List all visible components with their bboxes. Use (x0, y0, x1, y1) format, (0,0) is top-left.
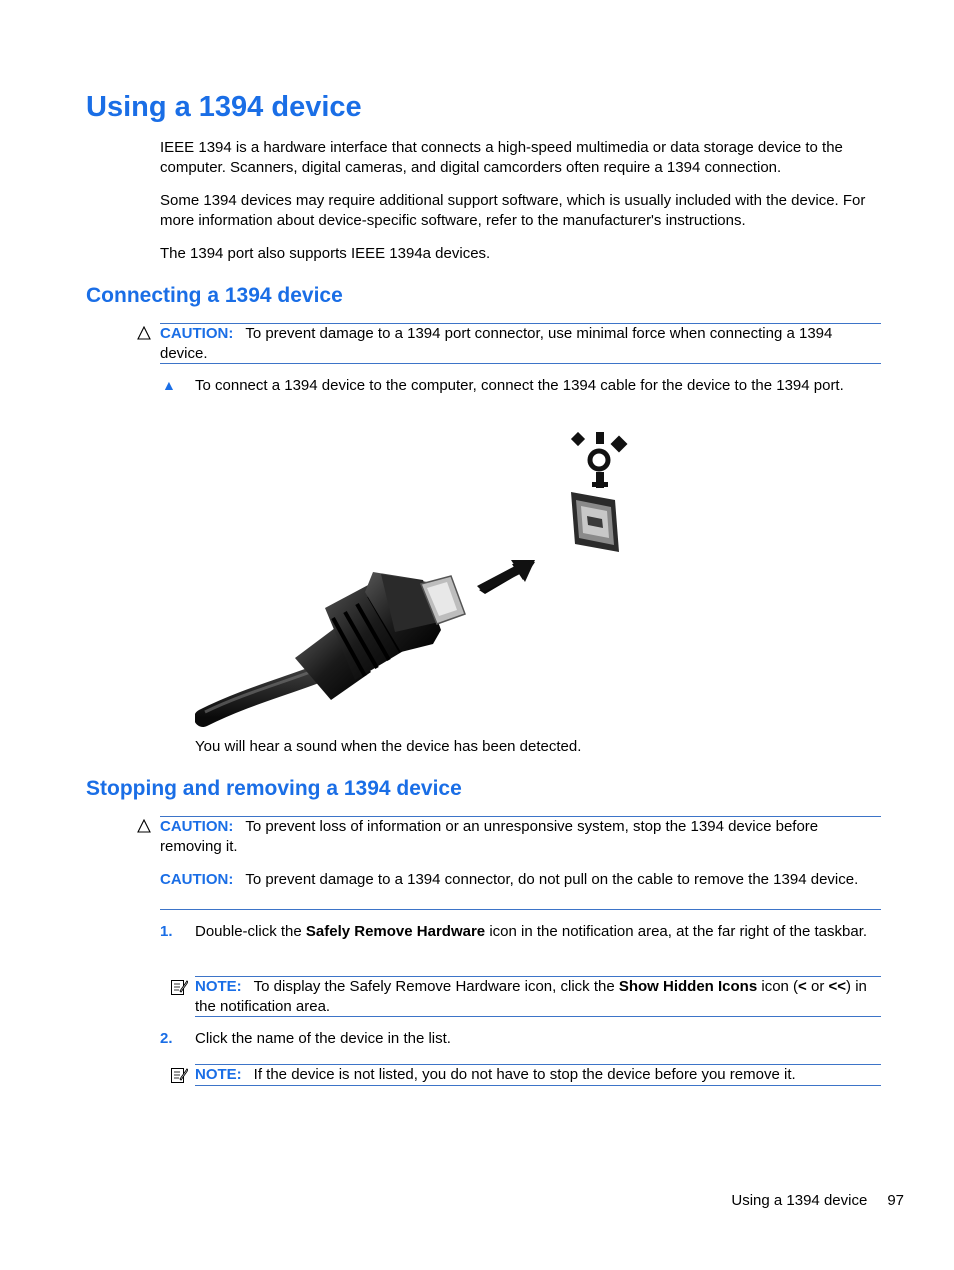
firewire-symbol-icon (571, 432, 628, 488)
caution-icon (137, 819, 151, 833)
stopping-heading: Stopping and removing a 1394 device (86, 777, 462, 800)
connect-step-text: To connect a 1394 device to the computer, connect the 1394 cable for the device to the 1394 port. (195, 377, 844, 394)
intro-paragraph-1: IEEE 1394 is a hardware interface that connects a high-speed multimedia or data storage device to the computer. Scanners, digital cameras, and digital camcorders often require a 1394 connection. (160, 139, 843, 176)
footer-section-title: Using a 1394 device (731, 1192, 868, 1209)
insert-arrow-icon (477, 560, 535, 594)
caution-label: CAUTION: (160, 871, 234, 888)
step-number: 2. (160, 1030, 173, 1047)
intro-paragraph-3: The 1394 port also supports IEEE 1394a devices. (160, 245, 491, 262)
caution-box-stopping (160, 816, 881, 910)
triangle-bullet-icon: ▲ (162, 377, 176, 393)
step-2-text: Click the name of the device in the list. (195, 1030, 451, 1047)
step-1-text: Double-click the Safely Remove Hardware icon in the notification area, at the far right of the taskbar. (195, 923, 868, 940)
note-icon (170, 1066, 188, 1084)
note-box-1: NOTE: To display the Safely Remove Hardware icon, click the Show Hidden Icons icon (< or <<) in the notification area. (195, 976, 881, 1017)
step-number: 1. (160, 923, 173, 940)
page-footer (731, 1191, 904, 1211)
note-icon (170, 978, 188, 996)
page-number: 97 (887, 1192, 904, 1209)
caution-box-connecting (160, 323, 881, 364)
firewire-port-icon (571, 492, 619, 552)
caution-label: CAUTION: (160, 818, 234, 835)
caution-text: To prevent damage to a 1394 port connector, use minimal force when connecting a 1394 device. (160, 325, 833, 362)
caution-text: To prevent damage to a 1394 connector, do not pull on the cable to remove the 1394 device. (245, 871, 859, 888)
caution-icon (137, 326, 151, 340)
note-label: NOTE: (195, 978, 242, 995)
device-detected-text: You will hear a sound when the device has been detected. (195, 738, 582, 755)
intro-paragraph-2: Some 1394 devices may require additional support software, which is usually included with the device. For more information about device-specific software, refer to the manufacturer's instructions. (160, 192, 866, 229)
connecting-heading: Connecting a 1394 device (86, 284, 343, 307)
page-title: Using a 1394 device (86, 91, 362, 123)
firewire-cable-illustration (195, 432, 635, 732)
caution-text: To prevent loss of information or an unresponsive system, stop the 1394 device before removing it. (160, 818, 819, 855)
caution-label: CAUTION: (160, 325, 234, 342)
note-box-2: NOTE: If the device is not listed, you do not have to stop the device before you remove it. (195, 1064, 881, 1086)
note-label: NOTE: (195, 1066, 242, 1083)
